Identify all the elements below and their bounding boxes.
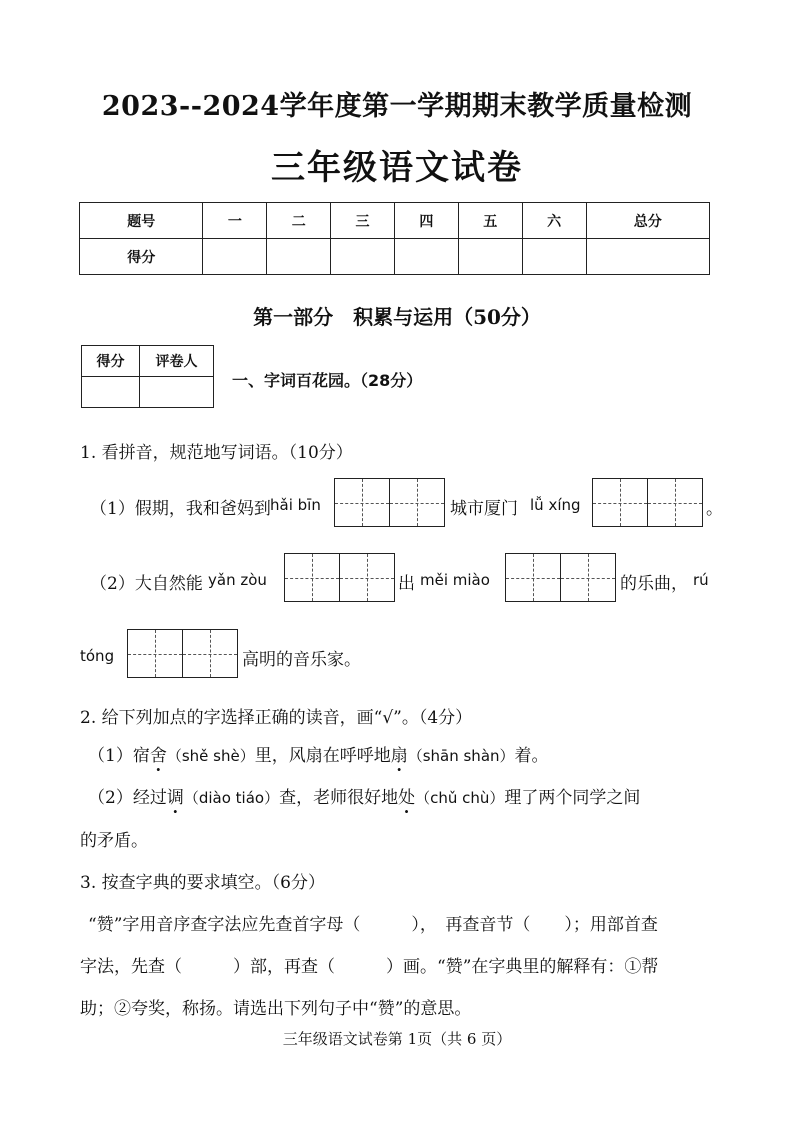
q3-line2: 字法，先查（ ）部，再查（ ）画。“赞”在字典里的解释有：①帮 xyxy=(80,957,659,977)
q1-s2-text-b: 出 xyxy=(398,574,415,594)
q2-l1-dotted-char-1: 舍 xyxy=(149,746,167,766)
score-cell[interactable] xyxy=(267,239,331,275)
q1-s1-answer-grid-2[interactable] xyxy=(592,478,703,527)
q1-s1-text-a: （1）假期，我和爸妈到 xyxy=(90,499,271,519)
writing-cell[interactable] xyxy=(506,554,560,601)
q2-l1-dotted-char-2: 扇 xyxy=(390,746,408,766)
score-table-col-6: 六 xyxy=(522,203,586,239)
q1-s2-text-a: （2）大自然能 xyxy=(90,574,203,594)
score-table-score-row xyxy=(80,239,710,275)
q2-line2-continued: 的矛盾。 xyxy=(80,831,148,851)
q2-line2 xyxy=(88,783,640,808)
q2-l1-pinyin-options-2[interactable]: （shān shàn） xyxy=(407,747,515,765)
writing-cell[interactable] xyxy=(647,479,702,526)
q2-l2-dotted-char-1: 调 xyxy=(166,788,184,808)
score-table-col-3: 三 xyxy=(331,203,395,239)
grader-name-cell[interactable] xyxy=(140,377,214,408)
q1-s1-pinyin-1: hǎi bīn xyxy=(270,496,321,514)
q1-s1-end: 。 xyxy=(706,499,723,519)
q2-l1-part2: 里，风扇在呼呼地 xyxy=(254,746,391,766)
q2-l2-part3: 理了两个同学之间 xyxy=(504,788,641,808)
q1-s2-text-c: 的乐曲， xyxy=(620,574,688,594)
q1-s2-pinyin-2: měi miào xyxy=(420,571,490,589)
score-table xyxy=(79,202,710,275)
score-table-col-4: 四 xyxy=(394,203,458,239)
q2-l1-part1: （1）宿 xyxy=(88,746,150,766)
q1-s1-text-b: 城市厦门 xyxy=(450,499,518,519)
part1-title: 第一部分 积累与运用（50分） xyxy=(253,305,541,329)
q1-s2-text-d: 高明的音乐家。 xyxy=(242,650,361,670)
score-cell[interactable] xyxy=(203,239,267,275)
q1-s2-answer-grid-2[interactable] xyxy=(505,553,616,602)
q2-l2-dotted-char-2: 处 xyxy=(398,788,416,808)
score-table-col-5: 五 xyxy=(458,203,522,239)
q1-s2-answer-grid-1[interactable] xyxy=(284,553,395,602)
q1-s1-answer-grid-1[interactable] xyxy=(334,478,445,527)
q1-stem: 1. 看拼音，规范地写词语。（10分） xyxy=(80,443,353,463)
q2-line1 xyxy=(88,741,549,766)
q2-l1-part3: 着。 xyxy=(514,746,549,766)
writing-cell[interactable] xyxy=(593,479,647,526)
q3-stem: 3. 按查字典的要求填空。（6分） xyxy=(80,873,325,893)
exam-title: 2023--2024学年度第一学期期末教学质量检测 xyxy=(101,91,693,122)
q1-s2-pinyin-3a: rú xyxy=(693,571,709,589)
q2-l2-part1: （2）经过 xyxy=(88,788,167,808)
grader-table-grader-label: 评卷人 xyxy=(140,346,214,377)
q1-s1-pinyin-2: lǚ xíng xyxy=(530,496,581,514)
score-table-col-1: 一 xyxy=(203,203,267,239)
writing-cell[interactable] xyxy=(339,554,394,601)
q2-l2-pinyin-options-1[interactable]: （diào tiáo） xyxy=(183,789,280,807)
score-table-score-label: 得分 xyxy=(80,239,203,275)
grader-table xyxy=(81,345,214,408)
q1-s2-answer-grid-3[interactable] xyxy=(127,629,238,678)
writing-cell[interactable] xyxy=(335,479,389,526)
q1-s2-pinyin-1: yǎn zòu xyxy=(208,571,267,589)
q3-line3: 助；②夸奖，称扬。请选出下列句子中“赞”的意思。 xyxy=(80,999,472,1019)
writing-cell[interactable] xyxy=(182,630,237,677)
grader-score-cell[interactable] xyxy=(82,377,140,408)
writing-cell[interactable] xyxy=(128,630,182,677)
q2-stem: 2. 给下列加点的字选择正确的读音，画“√”。（4分） xyxy=(80,708,473,728)
score-table-header-label: 题号 xyxy=(80,203,203,239)
score-cell[interactable] xyxy=(458,239,522,275)
writing-cell[interactable] xyxy=(560,554,615,601)
writing-cell[interactable] xyxy=(285,554,339,601)
q2-l2-pinyin-options-2[interactable]: （chǔ chù） xyxy=(415,789,505,807)
q1-s2-pinyin-3b: tóng xyxy=(80,647,115,665)
q3-line1: “赞”字用音序查字法应先查首字母（ ）， 再查音节（ ）；用部首查 xyxy=(88,915,658,935)
score-cell[interactable] xyxy=(522,239,586,275)
score-cell-total[interactable] xyxy=(586,239,710,275)
score-table-col-2: 二 xyxy=(267,203,331,239)
score-table-header-row xyxy=(80,203,710,239)
score-cell[interactable] xyxy=(394,239,458,275)
page-footer: 三年级语文试卷第 1页（共 6 页） xyxy=(282,1030,512,1048)
exam-subtitle: 三年级语文试卷 xyxy=(271,148,523,188)
q2-l2-part2: 查，老师很好地 xyxy=(279,788,399,808)
score-cell[interactable] xyxy=(331,239,395,275)
writing-cell[interactable] xyxy=(389,479,444,526)
score-table-col-total: 总分 xyxy=(586,203,710,239)
q2-l1-pinyin-options-1[interactable]: （shě shè） xyxy=(166,747,255,765)
grader-table-score-label: 得分 xyxy=(82,346,140,377)
section1-title: 一、字词百花园。（28分） xyxy=(232,371,423,390)
